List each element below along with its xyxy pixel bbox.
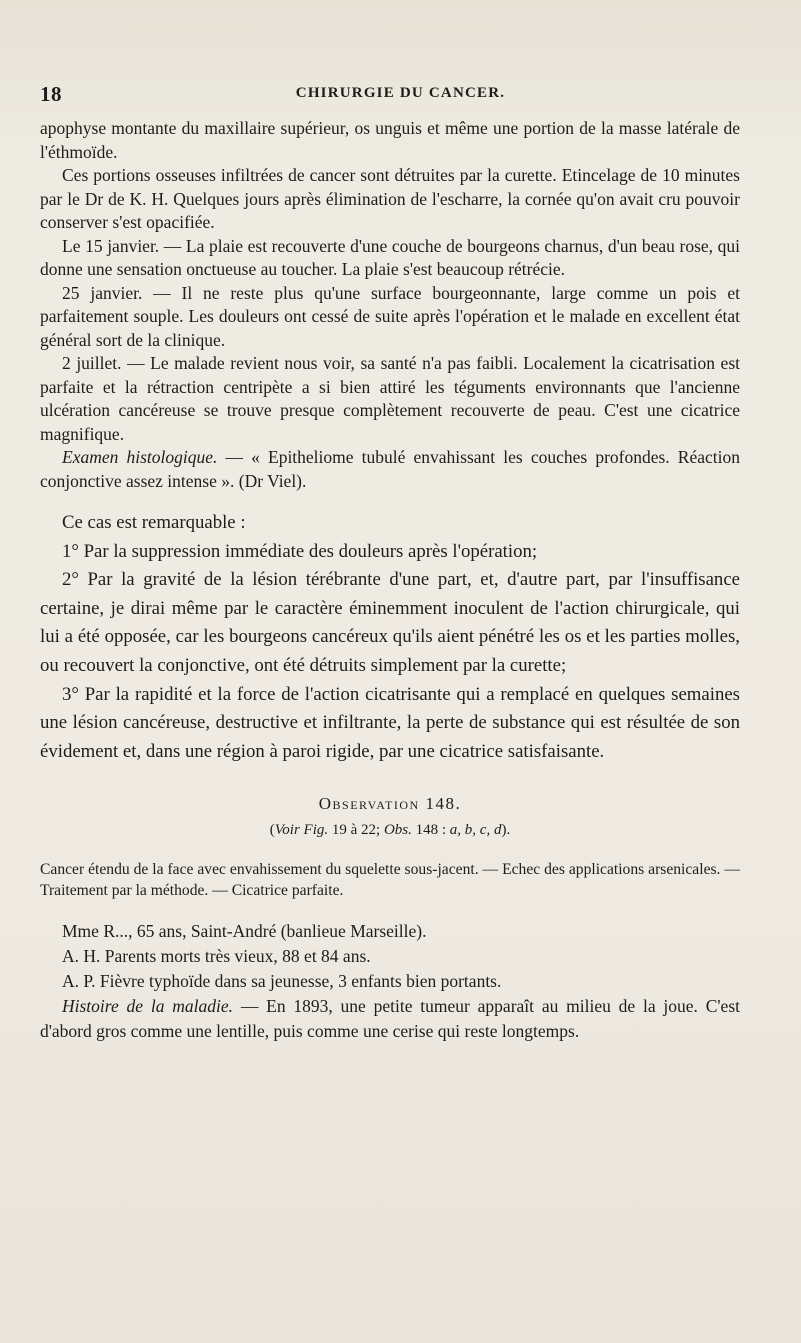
conclusion-point-1: 1° Par la suppression immédiate des douleurs après l'opération; (62, 540, 538, 562)
examen-text: — « Epitheliome tubulé envahissant les couches profondes. Réaction conjonctive assez intense ». (Dr Viel). (40, 447, 741, 491)
observation-summary: Cancer étendu de la face avec envahissement du squelette sous-jacent. — Echec des applications arsenicales. — Traitement par la méthode. — Cicatrice parfaite. (40, 861, 740, 900)
page-number: 18 (40, 82, 62, 106)
antecedents-personnels: A. P. Fièvre typhoïde dans sa jeunesse, 3 enfants bien portants. (62, 971, 502, 992)
paragraph-25-janvier: 25 janvier. — Il ne reste plus qu'une surface bourgeonnante, large comme un pois et parfaitement souple. Les douleurs ont cessé de suite après l'opération et le malade en excellent état général sort de la clinique. (40, 282, 740, 350)
ref-close: ). (501, 822, 511, 839)
histoire-text: — En 1893, une petite tumeur apparaît au milieu de la joue. C'est d'abord gros comme une lentille, puis comme une cerise qui reste longtemps. (40, 996, 740, 1042)
ref-after-obs: 148 : (411, 822, 450, 839)
ref-voir-fig: Voir Fig. (274, 822, 329, 839)
conclusion-intro: Ce cas est remarquable : (62, 512, 246, 533)
ref-open: ( (269, 822, 275, 839)
page-header (0, 82, 801, 106)
observation-reference (40, 822, 740, 839)
paragraph-curette: Ces portions osseuses infiltrées de cancer sont détruites par la curette. Etincelage de 10 minutes par le Dr de K. H. Quelques jours après élimination de l'escharre, la cornée qu'on avait cru pouvoir conserver s'est opacifiée. (40, 165, 740, 232)
histoire-label: Histoire de la maladie. (62, 996, 234, 1017)
paragraph-examen-histologique (40, 446, 740, 493)
conclusion-point-2: 2° Par la gravité de la lésion térébrante d'une part, et, d'autre part, par l'insuffisance certaine, je dirai même par le caractère éminemment inoculent de l'action chirurgicale, qui lui a été opposée, car les bourgeons cancéreux qu'ils aient pénétré les os et les parties molles, ou recouvert la conjonctive, ont été détruits simplement par la curette; (40, 569, 740, 676)
ref-mid: 19 à 22; (328, 822, 384, 839)
patient-identity: Mme R..., 65 ans, Saint-André (banlieue Marseille). (62, 921, 427, 942)
conclusion-point-3: 3° Par la rapidité et la force de l'action cicatrisante qui a remplacé en quelques semaines une lésion cancéreuse, destructive et infiltrante, la perte de substance qui est résultée de son évidement et, dans une région à paroi rigide, par une cicatrice satisfaisante. (40, 683, 740, 762)
ref-letters: a, b, c, d (449, 822, 502, 839)
paragraph-2-juillet: 2 juillet. — Le malade revient nous voir, sa santé n'a pas faibli. Localement la cicatrisation est parfaite et la rétraction centripète a si bien attiré les téguments environnants que l'ancienne ulcération cancéreuse se trouve presque complètement recouverte de peau. C'est une cicatrice magnifique. (40, 353, 740, 444)
main-text (40, 117, 740, 1044)
running-title: CHIRURGIE DU CANCER. (295, 85, 506, 101)
antecedents-hereditaires: A. H. Parents morts très vieux, 88 et 84 ans. (62, 946, 371, 967)
histoire-maladie (40, 994, 740, 1044)
observation-title: Observation 148. (318, 794, 462, 814)
examen-label: Examen histologique. (62, 447, 218, 467)
observation-body (40, 919, 740, 1044)
paragraph-continuation: apophyse montante du maxillaire supérieur, os unguis et même une portion de la masse latérale de l'éthmoïde. (40, 118, 740, 162)
paragraph-15-janvier: Le 15 janvier. — La plaie est recouverte d'une couche de bourgeons charnus, d'un beau rose, qui donne une sensation onctueuse au toucher. La plaie s'est beaucoup rétrécie. (40, 235, 740, 279)
ref-obs: Obs. (383, 822, 412, 839)
